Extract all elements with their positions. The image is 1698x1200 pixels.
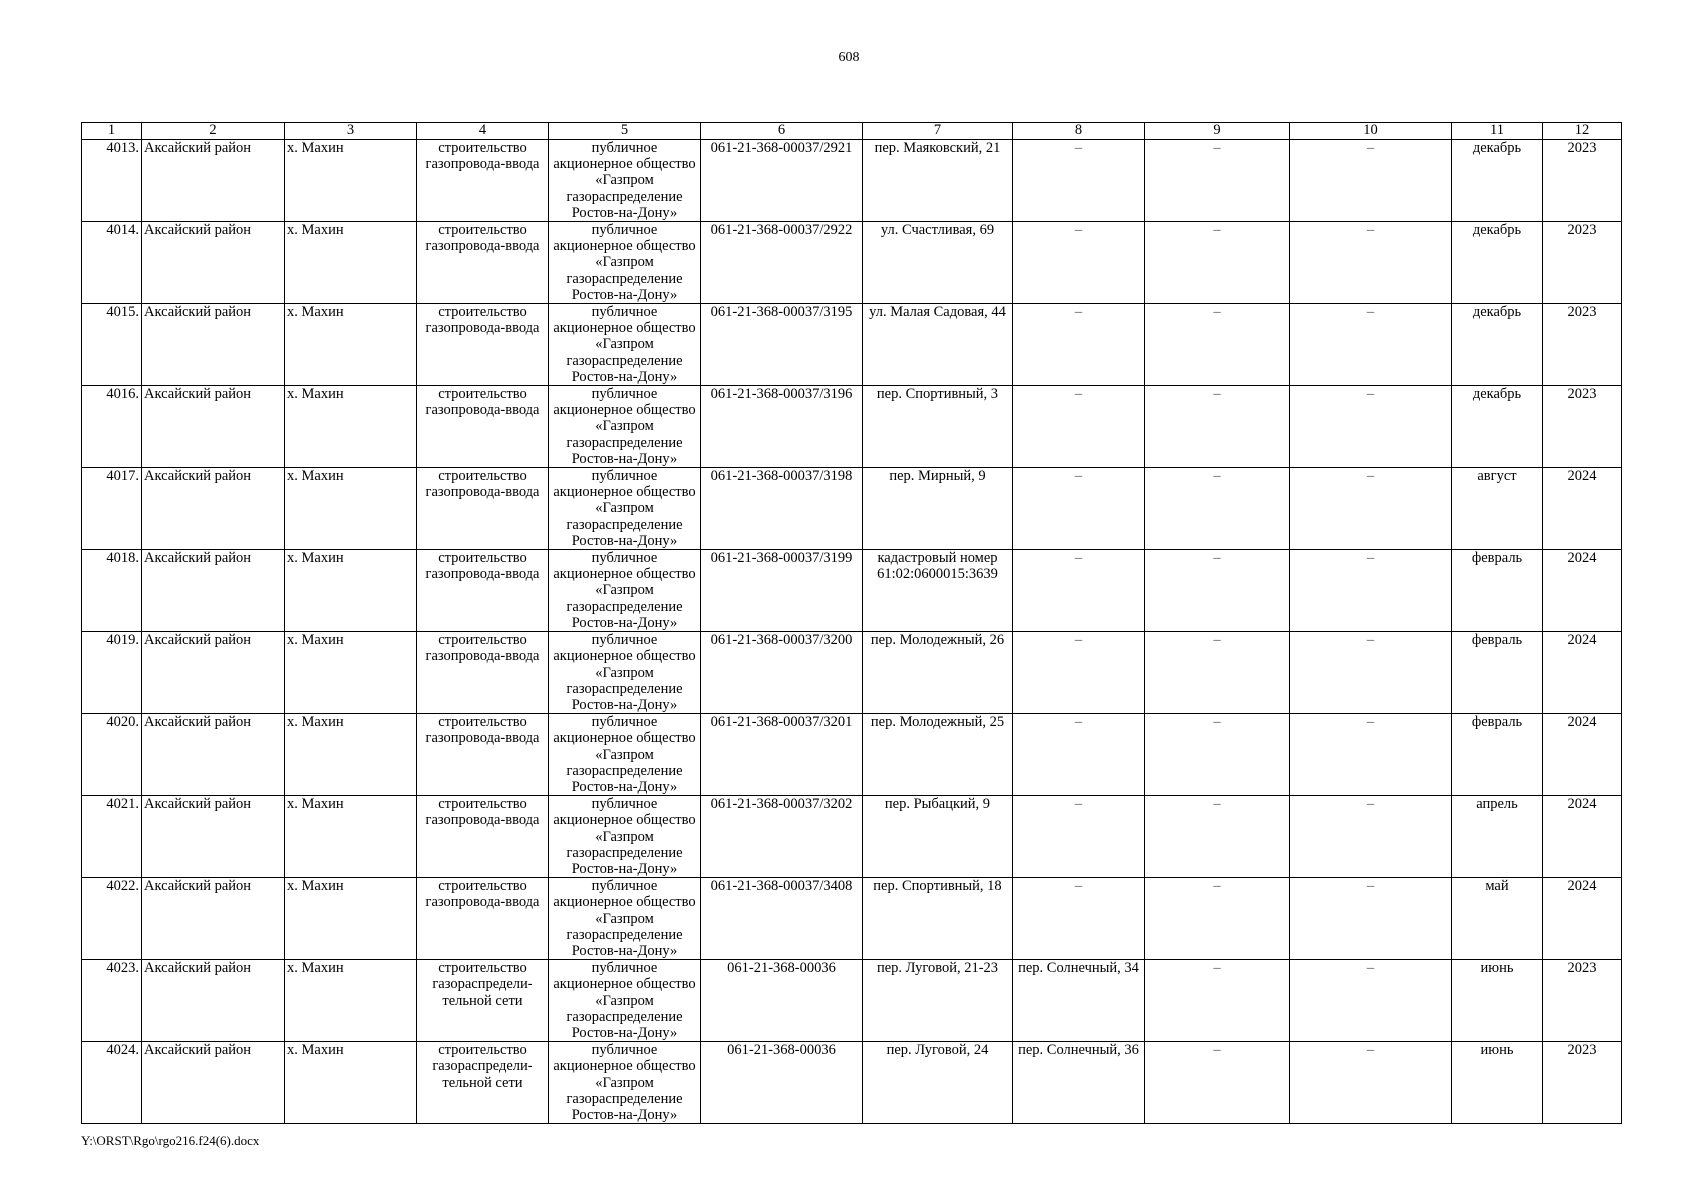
cell-col-10: –: [1290, 796, 1452, 878]
cell-col-9: –: [1145, 714, 1290, 796]
cell-address: пер. Молодежный, 26: [863, 632, 1013, 714]
cell-address: пер. Мирный, 9: [863, 468, 1013, 550]
cell-work-type: строительство газораспредели-тельной сети: [417, 1042, 549, 1124]
cell-month: февраль: [1452, 714, 1543, 796]
cell-col-8: –: [1013, 796, 1145, 878]
cell-district: Аксайский район: [142, 140, 285, 222]
cell-settlement: х. Махин: [285, 550, 417, 632]
cell-year: 2024: [1543, 878, 1622, 960]
cell-district: Аксайский район: [142, 714, 285, 796]
column-number: 11: [1452, 123, 1543, 140]
cell-address: пер. Луговой, 24: [863, 1042, 1013, 1124]
cell-year: 2024: [1543, 796, 1622, 878]
cell-col-10: –: [1290, 960, 1452, 1042]
cell-work-type: строительство газопровода-ввода: [417, 304, 549, 386]
column-number: 7: [863, 123, 1013, 140]
table-row: [82, 714, 1622, 796]
cell-col-8: –: [1013, 550, 1145, 632]
page-number: 608: [838, 50, 860, 65]
cell-project-code: 061-21-368-00036: [701, 1042, 863, 1124]
cell-settlement: х. Махин: [285, 714, 417, 796]
cell-col-8: пер. Солнечный, 36: [1013, 1042, 1145, 1124]
cell-number: 4016.: [82, 386, 142, 468]
table-row: [82, 550, 1622, 632]
cell-project-code: 061-21-368-00037/3195: [701, 304, 863, 386]
column-number: 12: [1543, 123, 1622, 140]
cell-col-10: –: [1290, 878, 1452, 960]
cell-col-9: –: [1145, 386, 1290, 468]
cell-project-code: 061-21-368-00037/3200: [701, 632, 863, 714]
cell-col-10: –: [1290, 550, 1452, 632]
cell-year: 2023: [1543, 140, 1622, 222]
cell-col-9: –: [1145, 304, 1290, 386]
cell-number: 4022.: [82, 878, 142, 960]
cell-col-9: –: [1145, 550, 1290, 632]
cell-col-8: –: [1013, 632, 1145, 714]
cell-col-9: –: [1145, 1042, 1290, 1124]
cell-operator: публичное акционерное общество «Газпром газораспределение Ростов-на-Дону»: [549, 878, 701, 960]
cell-month: февраль: [1452, 632, 1543, 714]
registry-table: [81, 122, 1622, 1124]
table-row: [82, 796, 1622, 878]
cell-work-type: строительство газопровода-ввода: [417, 796, 549, 878]
cell-col-9: –: [1145, 632, 1290, 714]
cell-settlement: х. Махин: [285, 222, 417, 304]
cell-district: Аксайский район: [142, 386, 285, 468]
column-number: 5: [549, 123, 701, 140]
cell-col-8: –: [1013, 140, 1145, 222]
cell-year: 2023: [1543, 304, 1622, 386]
cell-col-9: –: [1145, 878, 1290, 960]
column-number-row: [82, 123, 1622, 140]
cell-district: Аксайский район: [142, 960, 285, 1042]
cell-work-type: строительство газопровода-ввода: [417, 714, 549, 796]
cell-district: Аксайский район: [142, 878, 285, 960]
cell-district: Аксайский район: [142, 796, 285, 878]
cell-project-code: 061-21-368-00037/3202: [701, 796, 863, 878]
table-row: [82, 960, 1622, 1042]
cell-operator: публичное акционерное общество «Газпром газораспределение Ростов-на-Дону»: [549, 222, 701, 304]
cell-address: пер. Луговой, 21-23: [863, 960, 1013, 1042]
cell-address: пер. Спортивный, 18: [863, 878, 1013, 960]
cell-address: пер. Рыбацкий, 9: [863, 796, 1013, 878]
column-number: 9: [1145, 123, 1290, 140]
cell-operator: публичное акционерное общество «Газпром газораспределение Ростов-на-Дону»: [549, 468, 701, 550]
table-row: [82, 468, 1622, 550]
cell-col-10: –: [1290, 468, 1452, 550]
cell-col-8: –: [1013, 468, 1145, 550]
cell-settlement: х. Махин: [285, 386, 417, 468]
cell-col-8: пер. Солнечный, 34: [1013, 960, 1145, 1042]
cell-number: 4023.: [82, 960, 142, 1042]
cell-settlement: х. Махин: [285, 468, 417, 550]
table-row: [82, 386, 1622, 468]
table-row: [82, 878, 1622, 960]
cell-operator: публичное акционерное общество «Газпром газораспределение Ростов-на-Дону»: [549, 714, 701, 796]
cell-settlement: х. Махин: [285, 960, 417, 1042]
cell-month: апрель: [1452, 796, 1543, 878]
table-row: [82, 632, 1622, 714]
cell-col-9: –: [1145, 222, 1290, 304]
cell-operator: публичное акционерное общество «Газпром газораспределение Ростов-на-Дону»: [549, 960, 701, 1042]
cell-project-code: 061-21-368-00037/3196: [701, 386, 863, 468]
cell-year: 2024: [1543, 468, 1622, 550]
cell-month: декабрь: [1452, 304, 1543, 386]
cell-year: 2023: [1543, 960, 1622, 1042]
cell-project-code: 061-21-368-00037/3198: [701, 468, 863, 550]
cell-number: 4020.: [82, 714, 142, 796]
cell-district: Аксайский район: [142, 550, 285, 632]
cell-project-code: 061-21-368-00037/2922: [701, 222, 863, 304]
cell-year: 2024: [1543, 632, 1622, 714]
cell-settlement: х. Махин: [285, 796, 417, 878]
cell-work-type: строительство газопровода-ввода: [417, 386, 549, 468]
cell-month: июнь: [1452, 960, 1543, 1042]
cell-number: 4015.: [82, 304, 142, 386]
cell-district: Аксайский район: [142, 222, 285, 304]
cell-work-type: строительство газораспредели-тельной сети: [417, 960, 549, 1042]
cell-project-code: 061-21-368-00037/3201: [701, 714, 863, 796]
column-number: 1: [82, 123, 142, 140]
cell-address: ул. Малая Садовая, 44: [863, 304, 1013, 386]
cell-col-10: –: [1290, 632, 1452, 714]
cell-operator: публичное акционерное общество «Газпром газораспределение Ростов-на-Дону»: [549, 1042, 701, 1124]
cell-col-8: –: [1013, 304, 1145, 386]
cell-work-type: строительство газопровода-ввода: [417, 140, 549, 222]
cell-work-type: строительство газопровода-ввода: [417, 878, 549, 960]
cell-number: 4013.: [82, 140, 142, 222]
cell-month: июнь: [1452, 1042, 1543, 1124]
cell-work-type: строительство газопровода-ввода: [417, 468, 549, 550]
cell-work-type: строительство газопровода-ввода: [417, 222, 549, 304]
cell-month: февраль: [1452, 550, 1543, 632]
footer-file-path: Y:\ORST\Rgo\rgo216.f24(6).docx: [81, 1133, 260, 1148]
cell-district: Аксайский район: [142, 304, 285, 386]
table-row: [82, 1042, 1622, 1124]
cell-settlement: х. Махин: [285, 878, 417, 960]
cell-col-8: –: [1013, 386, 1145, 468]
cell-district: Аксайский район: [142, 632, 285, 714]
column-number: 3: [285, 123, 417, 140]
cell-operator: публичное акционерное общество «Газпром газораспределение Ростов-на-Дону»: [549, 550, 701, 632]
cell-col-9: –: [1145, 796, 1290, 878]
cell-district: Аксайский район: [142, 1042, 285, 1124]
column-number: 10: [1290, 123, 1452, 140]
cell-project-code: 061-21-368-00037/2921: [701, 140, 863, 222]
cell-operator: публичное акционерное общество «Газпром газораспределение Ростов-на-Дону»: [549, 386, 701, 468]
column-number: 6: [701, 123, 863, 140]
cell-year: 2024: [1543, 550, 1622, 632]
cell-month: декабрь: [1452, 222, 1543, 304]
cell-year: 2023: [1543, 386, 1622, 468]
cell-month: май: [1452, 878, 1543, 960]
cell-year: 2024: [1543, 714, 1622, 796]
cell-col-8: –: [1013, 714, 1145, 796]
cell-year: 2023: [1543, 1042, 1622, 1124]
cell-col-9: –: [1145, 468, 1290, 550]
cell-col-9: –: [1145, 140, 1290, 222]
cell-year: 2023: [1543, 222, 1622, 304]
cell-project-code: 061-21-368-00037/3199: [701, 550, 863, 632]
cell-address: пер. Молодежный, 25: [863, 714, 1013, 796]
cell-project-code: 061-21-368-00037/3408: [701, 878, 863, 960]
cell-operator: публичное акционерное общество «Газпром газораспределение Ростов-на-Дону»: [549, 304, 701, 386]
registry-body: [82, 140, 1622, 1124]
cell-col-10: –: [1290, 222, 1452, 304]
cell-month: декабрь: [1452, 386, 1543, 468]
cell-district: Аксайский район: [142, 468, 285, 550]
cell-col-10: –: [1290, 1042, 1452, 1124]
cell-col-9: –: [1145, 960, 1290, 1042]
column-number: 4: [417, 123, 549, 140]
cell-address: пер. Маяковский, 21: [863, 140, 1013, 222]
cell-number: 4014.: [82, 222, 142, 304]
cell-col-10: –: [1290, 140, 1452, 222]
cell-number: 4018.: [82, 550, 142, 632]
cell-address: пер. Спортивный, 3: [863, 386, 1013, 468]
cell-operator: публичное акционерное общество «Газпром газораспределение Ростов-на-Дону»: [549, 140, 701, 222]
cell-number: 4019.: [82, 632, 142, 714]
cell-settlement: х. Махин: [285, 632, 417, 714]
cell-settlement: х. Махин: [285, 140, 417, 222]
cell-number: 4021.: [82, 796, 142, 878]
column-number: 2: [142, 123, 285, 140]
table-row: [82, 304, 1622, 386]
cell-col-10: –: [1290, 714, 1452, 796]
cell-settlement: х. Махин: [285, 304, 417, 386]
column-number: 8: [1013, 123, 1145, 140]
cell-work-type: строительство газопровода-ввода: [417, 632, 549, 714]
cell-operator: публичное акционерное общество «Газпром газораспределение Ростов-на-Дону»: [549, 632, 701, 714]
cell-number: 4017.: [82, 468, 142, 550]
cell-col-10: –: [1290, 386, 1452, 468]
cell-address: ул. Счастливая, 69: [863, 222, 1013, 304]
cell-col-8: –: [1013, 878, 1145, 960]
cell-operator: публичное акционерное общество «Газпром газораспределение Ростов-на-Дону»: [549, 796, 701, 878]
table-row: [82, 222, 1622, 304]
cell-settlement: х. Махин: [285, 1042, 417, 1124]
cell-work-type: строительство газопровода-ввода: [417, 550, 549, 632]
cell-number: 4024.: [82, 1042, 142, 1124]
cell-address: кадастровый номер 61:02:0600015:3639: [863, 550, 1013, 632]
cell-col-8: –: [1013, 222, 1145, 304]
cell-month: декабрь: [1452, 140, 1543, 222]
cell-col-10: –: [1290, 304, 1452, 386]
table-row: [82, 140, 1622, 222]
cell-project-code: 061-21-368-00036: [701, 960, 863, 1042]
cell-month: август: [1452, 468, 1543, 550]
